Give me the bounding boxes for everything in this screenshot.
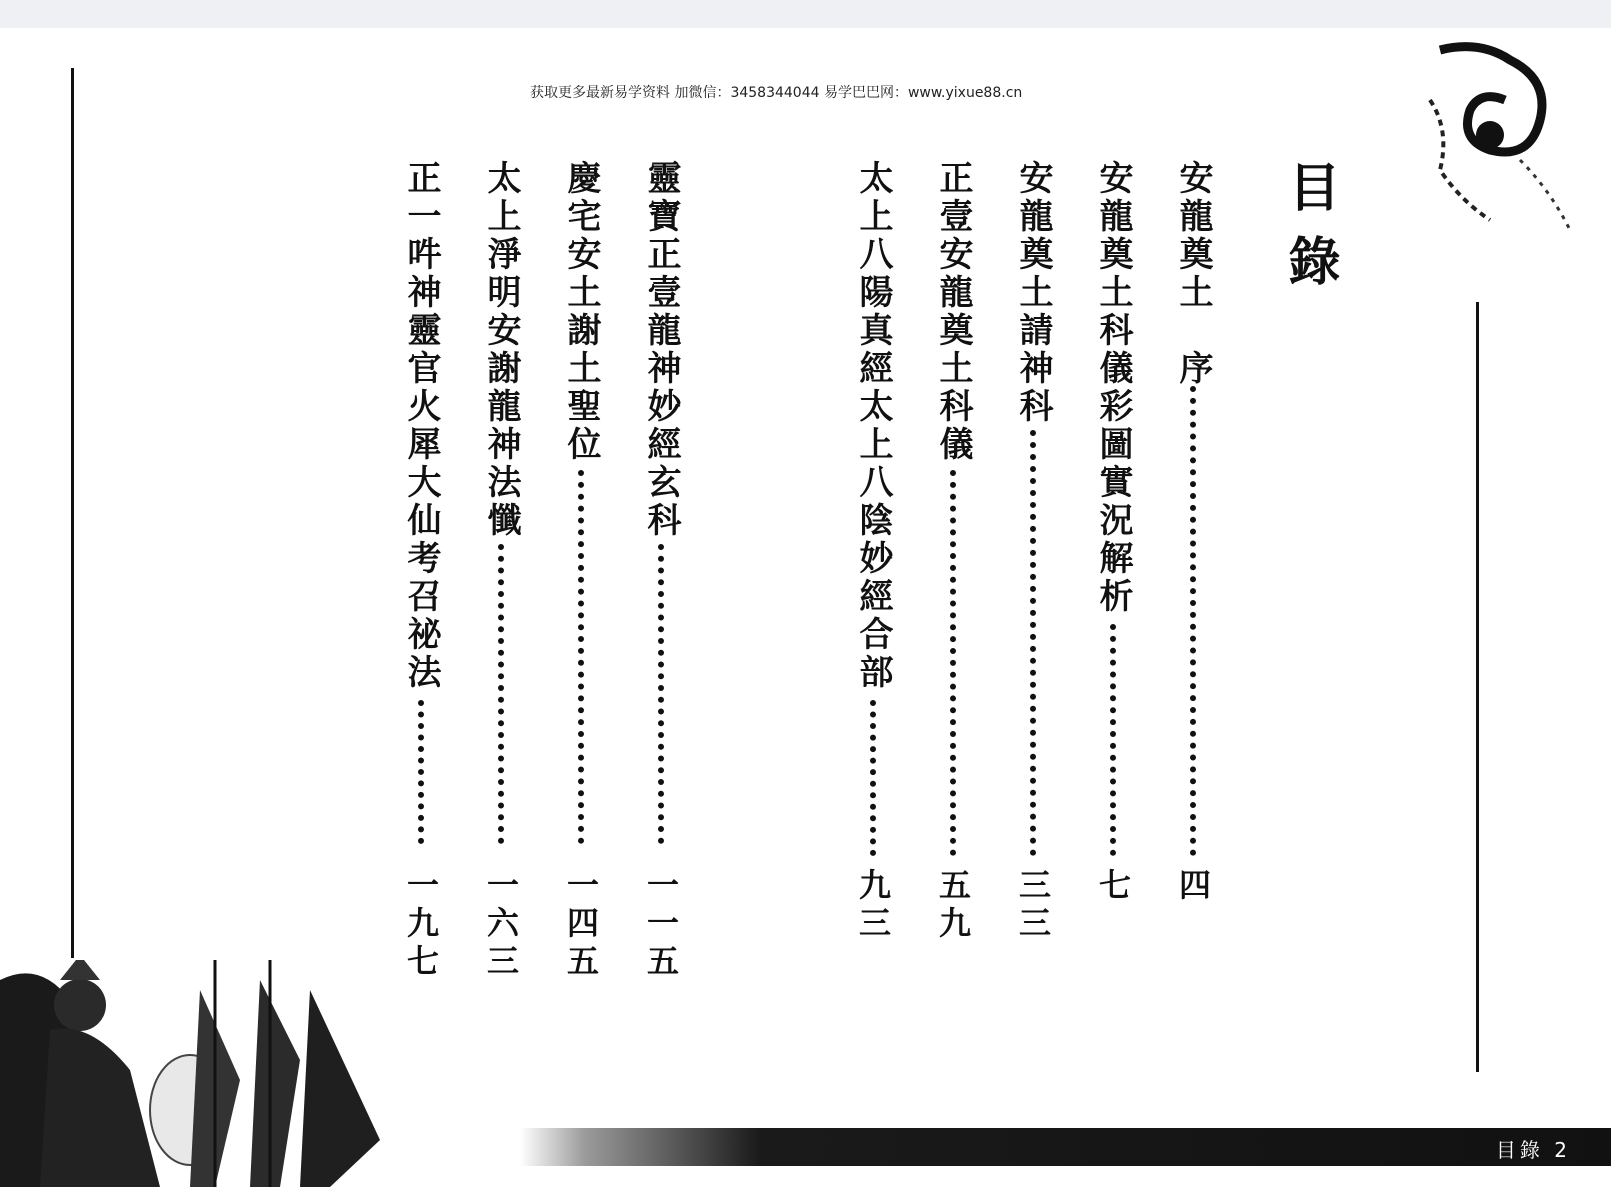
table-of-contents [400, 160, 1350, 990]
toc-dot-leader [950, 470, 956, 856]
toc-entry-page: 三三 [1014, 868, 1052, 944]
toc-entry-title: 安龍奠土請神科 [1013, 160, 1053, 426]
toc-entry-9[interactable] [400, 160, 442, 990]
toc-entry-7[interactable] [560, 160, 602, 990]
toc-entry-4[interactable] [932, 160, 974, 990]
toc-entry-1[interactable] [1172, 160, 1214, 990]
watermark-text: 获取更多最新易学资料 加微信：3458344044 易学巴巴网：www.yixue88.cn [530, 85, 1023, 101]
toc-entry-title: 安龍奠土 序 [1173, 160, 1213, 388]
toc-entry-title: 正壹安龍奠土科儀 [933, 160, 973, 464]
toc-entry-title: 正一吽神靈官火犀大仙考召祕法 [401, 160, 441, 692]
footer-page-label: 目錄 2 [1495, 1138, 1571, 1162]
left-border-line [71, 68, 74, 958]
toc-entry-page: 七 [1094, 868, 1132, 906]
footer-bar [520, 1128, 1611, 1166]
toc-dot-leader [870, 700, 876, 856]
ritual-photo-bottom-left [0, 960, 400, 1187]
toc-entry-page: 一九七 [402, 868, 440, 982]
toc-dot-leader [578, 470, 584, 844]
toc-dot-leader [418, 700, 424, 844]
toc-dot-leader [658, 544, 664, 844]
toc-entry-2[interactable] [1092, 160, 1134, 990]
toc-dot-leader [1110, 624, 1116, 856]
toc-entry-title: 太上八陽真經太上八陰妙經合部 [853, 160, 893, 692]
top-strip [0, 0, 1611, 28]
toc-dot-leader [1190, 386, 1196, 856]
ornament-top-right [1420, 40, 1580, 240]
toc-entry-8[interactable] [480, 160, 522, 990]
toc-entry-page: 九三 [854, 868, 892, 944]
toc-entry-3[interactable] [1012, 160, 1054, 990]
toc-entry-title: 太上淨明安謝龍神法懺 [481, 160, 521, 540]
toc-dot-leader [1030, 430, 1036, 856]
toc-entry-page: 五九 [934, 868, 972, 944]
toc-entry-page: 一四五 [562, 868, 600, 982]
toc-entry-title: 靈寶正壹龍神妙經玄科 [641, 160, 681, 540]
page-heading: 目錄 [1279, 160, 1340, 308]
toc-dot-leader [498, 544, 504, 844]
toc-entry-page: 一一五 [642, 868, 680, 982]
toc-entry-6[interactable] [640, 160, 682, 990]
right-border-line [1476, 302, 1479, 1072]
toc-entry-page: 一六三 [482, 868, 520, 982]
toc-entry-page: 四 [1174, 868, 1212, 906]
toc-entry-title: 安龍奠土科儀彩圖實況解析 [1093, 160, 1133, 616]
toc-entry-5[interactable] [852, 160, 894, 990]
toc-entry-title: 慶宅安土謝土聖位 [561, 160, 601, 464]
